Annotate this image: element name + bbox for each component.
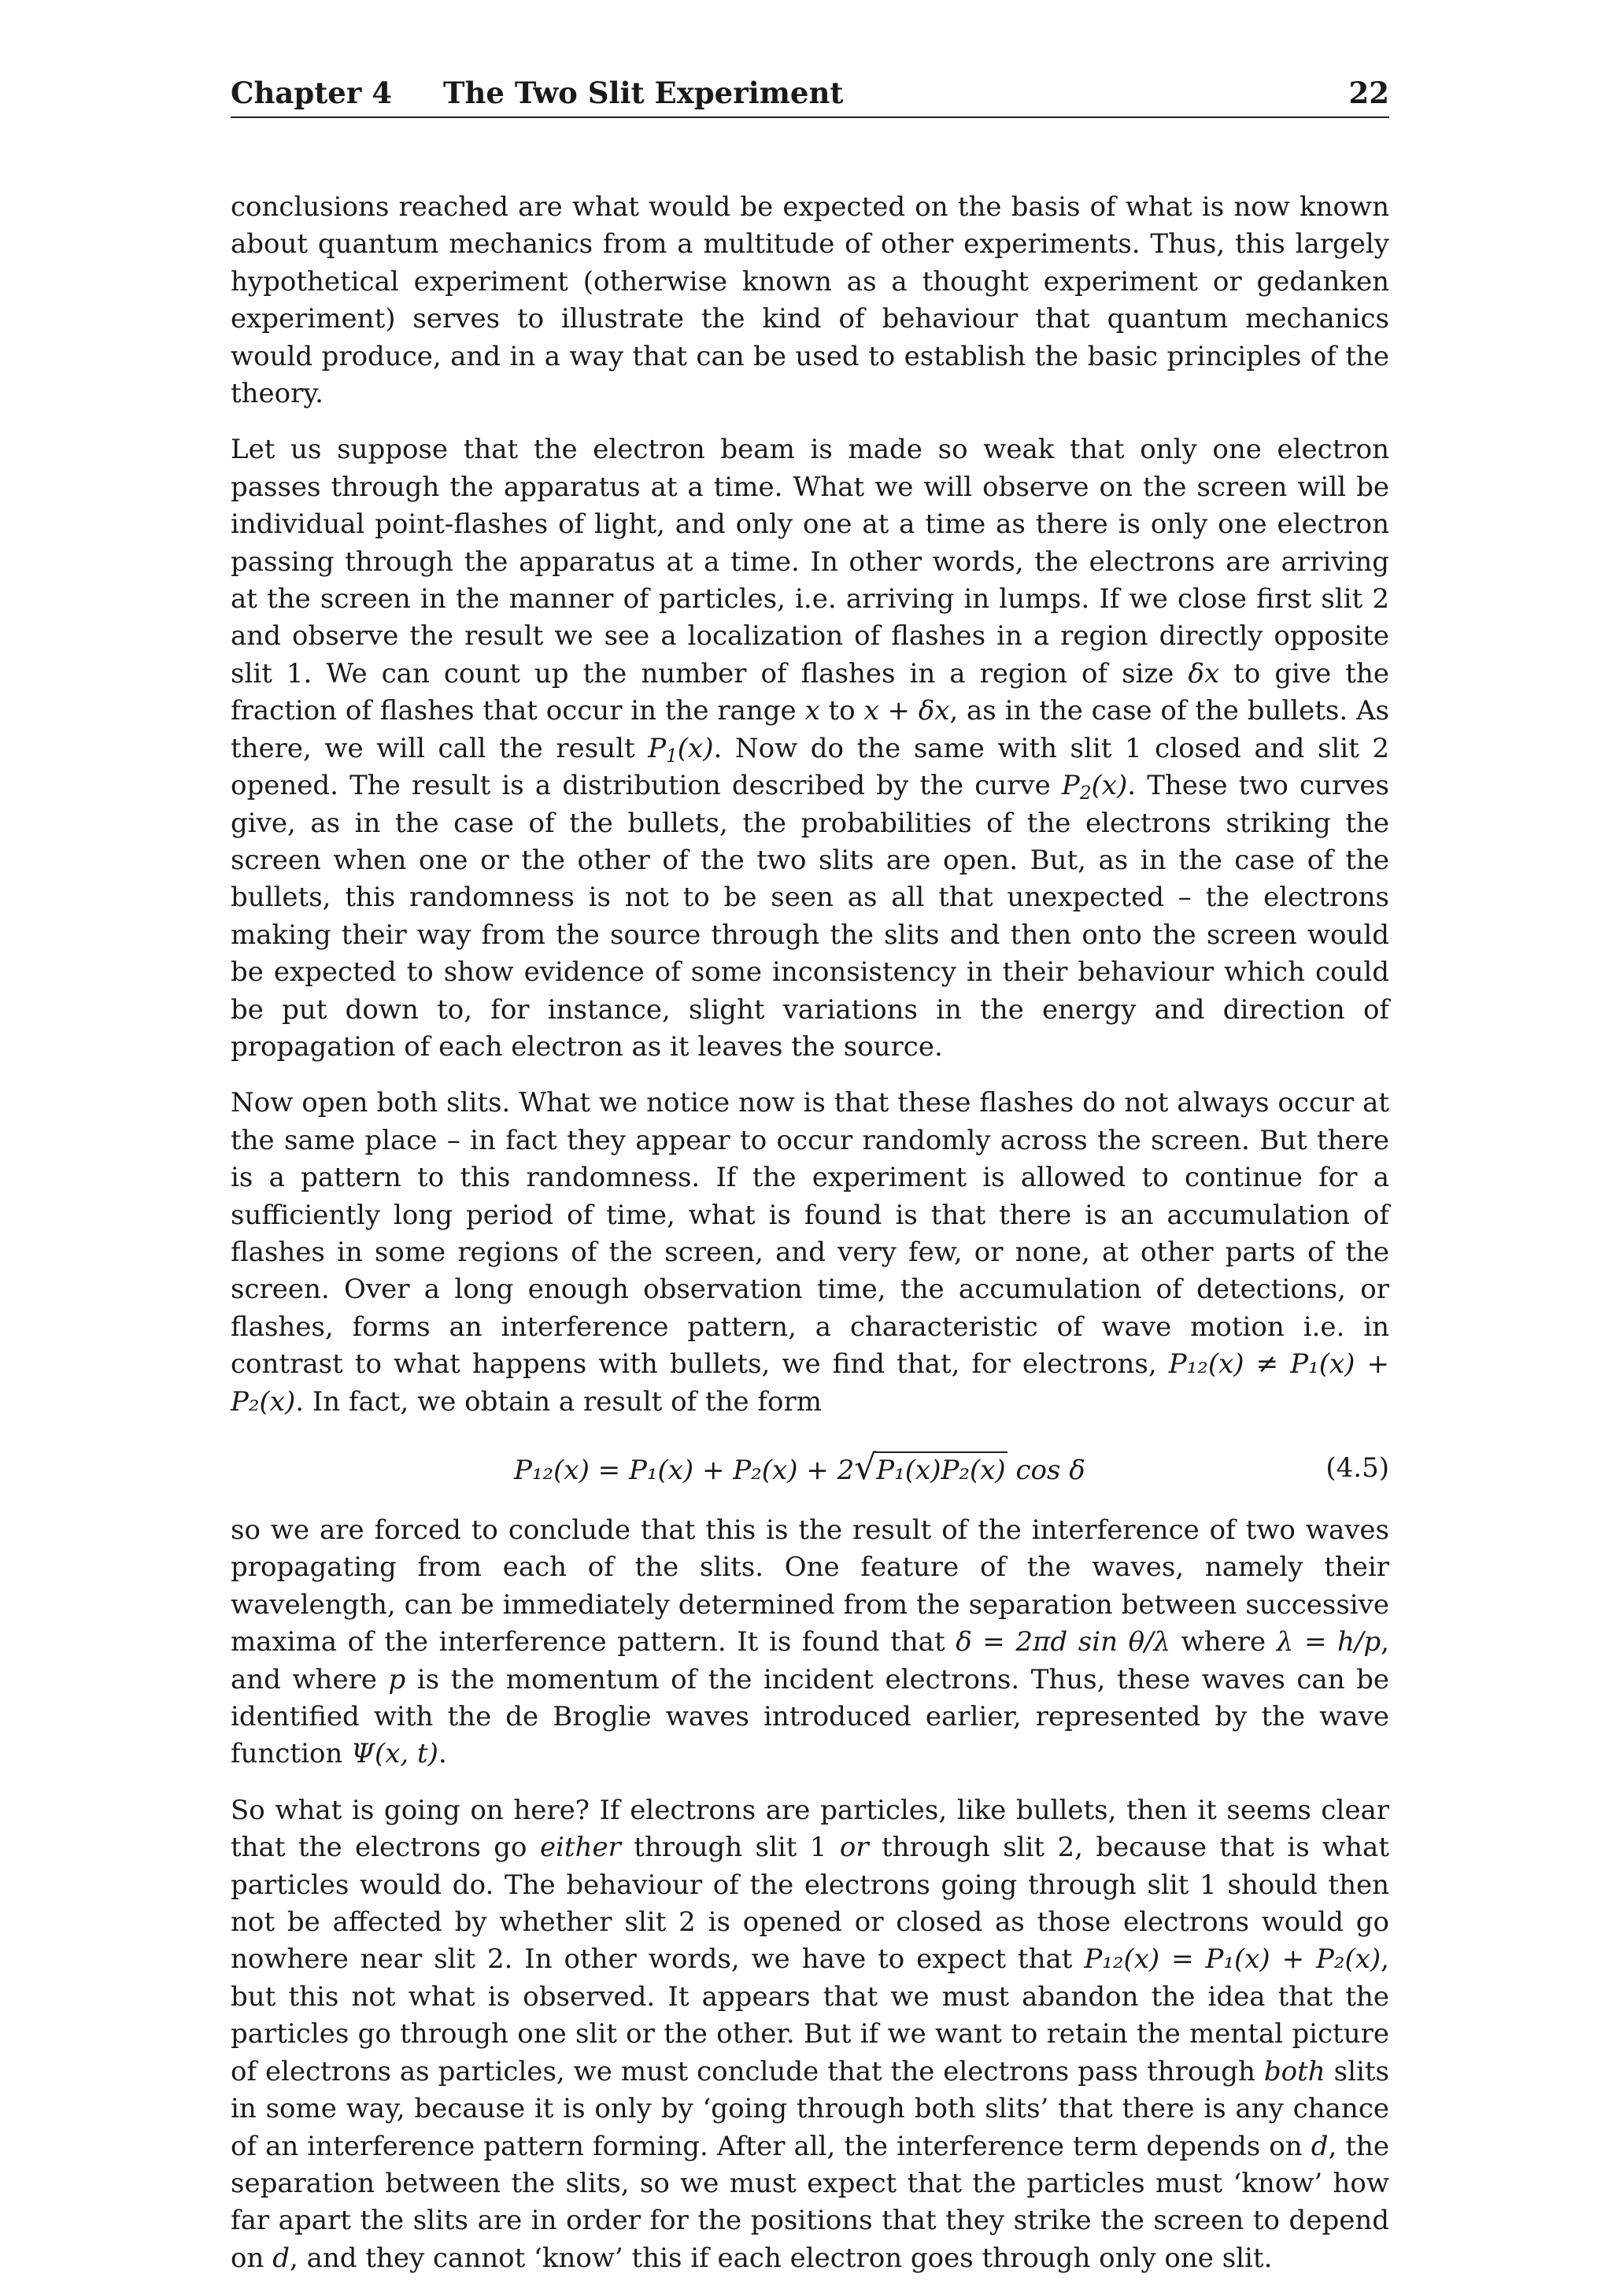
math-p2: $P_2(x)$ — [1061, 770, 1128, 804]
equation-radicand: P₁(x)P₂(x) — [874, 1451, 1007, 1488]
running-head — [231, 76, 1389, 118]
math-wave-function: Ψ(x, t) — [351, 1738, 438, 1770]
paragraph-4: so we are forced to conclude that this is the result of the interference of two waves propagating from each of the slits. One feature of the waves, namely their wavelength, can be immediately determined from the separation between successive maxima of the interference pattern. It is found that δ = 2πd sin θ/λ where λ = h/p, and where p is the momentum of the incident electrons. Thus, these waves can be identified with the de Broglie waves introduced earlier, represented by the wave function Ψ(x, t). — [231, 1514, 1389, 1770]
chapter-label: Chapter 4 — [231, 76, 392, 110]
math-lambda-formula: λ = h/p — [1276, 1626, 1381, 1658]
math-inequality: P₁₂(x) ≠ P₁(x) + P₂(x) — [231, 1348, 1389, 1418]
body-text — [231, 189, 1389, 2277]
math-d: d — [272, 2242, 290, 2274]
equation-4-5 — [231, 1440, 1389, 1496]
sqrt-sign-icon: √ — [854, 1447, 877, 1488]
equation-number: (4.5) — [1325, 1452, 1389, 1484]
math-delta-formula: δ = 2πd sin θ/λ — [956, 1626, 1171, 1658]
math-p1: $P_1(x)$ — [648, 732, 714, 767]
math-delta-x: δx — [1188, 657, 1220, 690]
paragraph-2: Let us suppose that the electron beam is made so weak that only one electron passes through the apparatus at a time. What we will observe on the screen will be individual point-flashes of light, and only one at a time as there is only one electron passing through the apparatus at a time. In other words, the electrons are arriving at the screen in the manner of particles, i.e. arriving in lumps. If we close first slit 2 and observe the result we see a localization of flashes in a region directly opposite slit 1. We can count up the number of flashes in a region of size δx to give the fraction of flashes that occur in the range x to x + δx, as in the case of the bullets. As there, we will call the result $P_1(x)$. Now do the same with slit 1 closed and slit 2 opened. The result is a distribution described by the curve $P_2(x)$. These two curves give, as in the case of the bullets, the probabilities of the electrons striking the screen when one or the other of the two slits are open. But, as in the case of the bullets, this randomness is not to be seen as all that unexpected – the electrons making their way from the source through the slits and then onto the screen would be expected to show evidence of some inconsistency in their behaviour which could be put down to, for instance, slight variations in the energy and direction of propagation of each electron as it leaves the source. — [231, 434, 1390, 1063]
math-x: x — [804, 695, 820, 727]
page-number: 22 — [1348, 76, 1389, 110]
page — [231, 76, 1389, 2296]
math-sum-equality: P₁₂(x) = P₁(x) + P₂(x) — [1084, 1943, 1381, 1976]
paragraph-1: conclusions reached are what would be expected on the basis of what is now known about quantum mechanics from a multitude of other experiments. Thus, this largely hypothetical experiment (otherwise known as a thought experiment or gedanken experiment) serves to illustrate the kind of behaviour that quantum mechanics would produce, and in a way that can be used to establish the basic principles of the theory. — [231, 191, 1389, 410]
math-d: d — [1311, 2130, 1329, 2162]
chapter-title: The Two Slit Experiment — [443, 76, 844, 110]
emphasis-either: either — [539, 1832, 621, 1864]
emphasis-both: both — [1263, 2055, 1325, 2087]
paragraph-3: Now open both slits. What we notice now is that these flashes do not always occur at the same place – in fact they appear to occur randomly across the screen. But there is a pattern to this randomness. If the experiment is allowed to continue for a sufficiently long period of time, what is found is that there is an accumulation of flashes in some regions of the screen, and very few, or none, at other parts of the screen. Over a long enough observation time, the accumulation of detections, or flashes, forms an interference pattern, a characteristic of wave motion i.e. in contrast to what happens with bullets, we find that, for electrons, P₁₂(x) ≠ P₁(x) + P₂(x). In fact, we obtain a result of the form — [231, 1087, 1389, 1418]
emphasis-or: or — [839, 1832, 869, 1864]
equation-body: P₁₂(x) = P₁(x) + P₂(x) + 2√P₁(x)P₂(x) cos δ — [514, 1447, 1085, 1488]
paragraph-5: So what is going on here? If electrons are particles, like bullets, then it seems clear that the electrons go either through slit 1 or through slit 2, because that is what particles would do. The behaviour of the electrons going through slit 1 should then not be affected by whether slit 2 is opened or closed as those electrons would go nowhere near slit 2. In other words, we have to expect that P₁₂(x) = P₁(x) + P₂(x), but this not what is observed. It appears that we must abandon the idea that the particles go through one slit or the other. But if we want to retain the mental picture of electrons as particles, we must conclude that the electrons pass through both slits in some way, because it is only by ‘going through both slits’ that there is any chance of an interference pattern forming. After all, the interference term depends on d, the separation between the slits, so we must expect that the particles must ‘know’ how far apart the slits are in order for the positions that they strike the screen to depend on d, and they cannot ‘know’ this if each electron goes through only one slit. — [231, 1794, 1389, 2274]
math-x-plus-dx: x + δx — [863, 695, 950, 727]
math-p: p — [388, 1663, 406, 1695]
